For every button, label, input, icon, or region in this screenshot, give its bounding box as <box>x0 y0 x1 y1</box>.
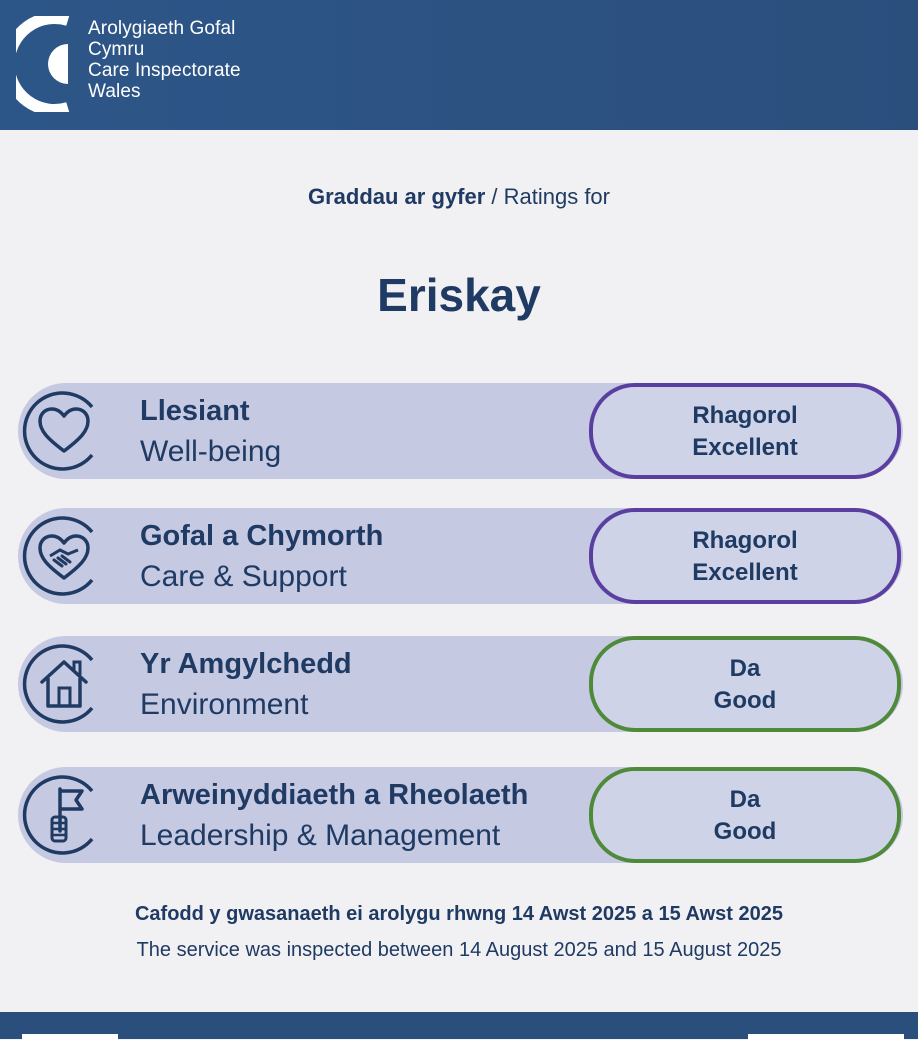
rating-badge-excellent <box>589 508 901 604</box>
ratings-heading-english: Ratings for <box>503 184 610 209</box>
rating-row-leadership <box>18 767 903 863</box>
logo-wordmark <box>88 18 241 102</box>
flag-hand-icon <box>22 773 106 857</box>
ratings-heading <box>0 184 918 210</box>
rating-badge-good <box>589 767 901 863</box>
rating-row-environment <box>18 636 903 732</box>
rating-label-english: Care & Support <box>140 560 347 593</box>
rating-badge-good <box>589 636 901 732</box>
ratings-heading-welsh: Graddau ar gyfer <box>307 184 486 209</box>
inspection-dates-welsh: Cafodd y gwasanaeth ei arolygu rhwng 14 Awst 2025 a 15 Awst 2025 <box>134 903 784 925</box>
rating-value-welsh: Rhagorol <box>692 402 798 429</box>
rating-value-english: Good <box>713 687 777 714</box>
footer-bar-tab <box>748 1034 904 1040</box>
rating-row-care-support <box>18 508 903 604</box>
rating-label-welsh: Gofal a Chymorth <box>140 520 384 552</box>
rating-value-english: Excellent <box>692 559 798 586</box>
heart-icon <box>22 389 106 473</box>
inspection-dates-english: The service was inspected between 14 August 2025 and 15 August 2025 <box>136 939 782 961</box>
footer-bar <box>0 1012 918 1039</box>
ratings-heading-separator: / <box>485 184 504 209</box>
rating-label-english: Well-being <box>140 435 282 468</box>
rating-label-welsh: Yr Amgylchedd <box>140 648 352 680</box>
house-icon <box>22 642 106 726</box>
rating-value-english: Good <box>713 818 777 845</box>
logo-line-1: Arolygiaeth Gofal <box>88 18 236 39</box>
logo-line-4: Wales <box>88 81 141 102</box>
cymru-logo-icon <box>16 16 76 112</box>
rating-value-welsh: Da <box>729 655 761 682</box>
rating-label-english: Environment <box>140 688 309 721</box>
header-banner <box>0 0 918 130</box>
handshake-heart-icon <box>22 514 106 598</box>
rating-value-english: Excellent <box>692 434 798 461</box>
footer-bar-tab <box>22 1034 118 1040</box>
logo-line-2: Cymru <box>88 39 145 60</box>
service-name: Eriskay <box>377 269 541 321</box>
rating-label-welsh: Arweinyddiaeth a Rheolaeth <box>140 779 529 811</box>
rating-row-wellbeing <box>18 383 903 479</box>
rating-label-welsh: Llesiant <box>140 395 250 427</box>
rating-badge-excellent <box>589 383 901 479</box>
logo-line-3: Care Inspectorate <box>88 60 241 81</box>
rating-value-welsh: Da <box>729 786 761 813</box>
rating-value-welsh: Rhagorol <box>692 527 798 554</box>
rating-label-english: Leadership & Management <box>140 819 501 852</box>
